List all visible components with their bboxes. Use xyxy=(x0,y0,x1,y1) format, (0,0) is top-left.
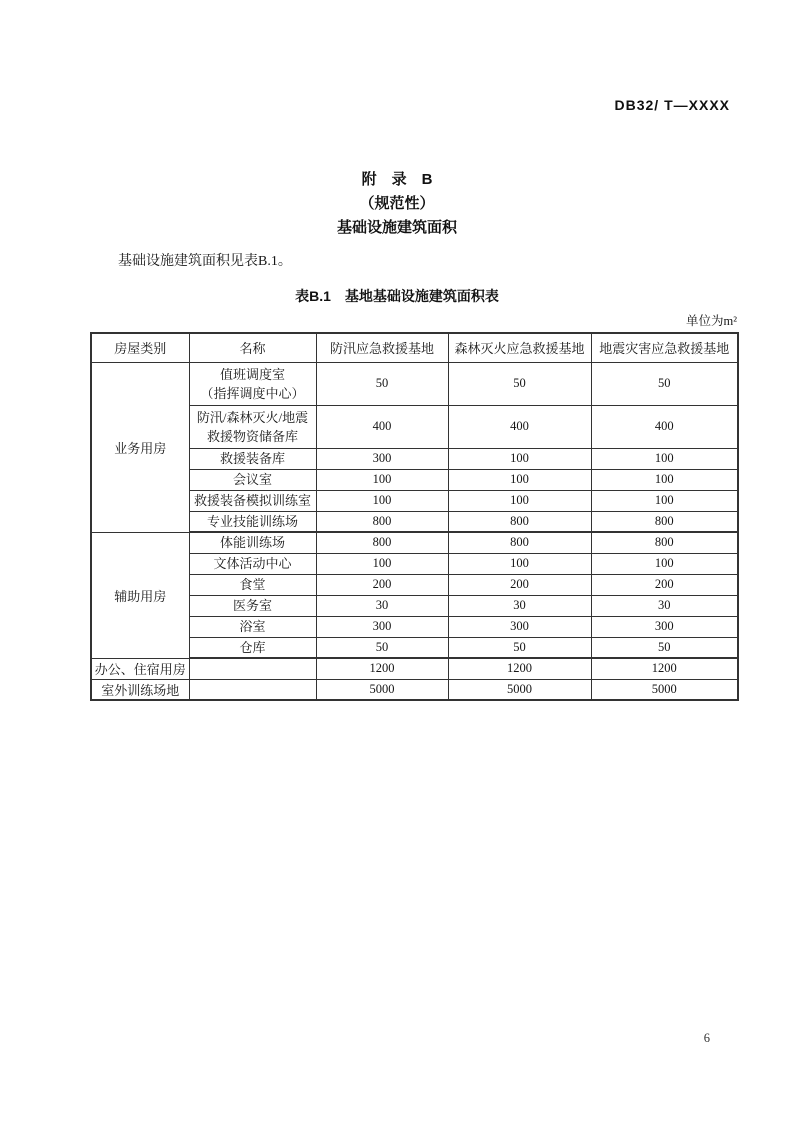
area-value-cell: 100 xyxy=(591,490,738,511)
table-row xyxy=(91,616,738,637)
table-body xyxy=(91,362,738,700)
facility-name-cell xyxy=(189,469,316,490)
area-value-cell: 1200 xyxy=(448,658,591,679)
table-row xyxy=(91,362,738,405)
facility-name-line: 文体活动中心 xyxy=(213,556,292,571)
facility-name-cell xyxy=(189,490,316,511)
facility-name-cell xyxy=(189,574,316,595)
facility-name-line: 浴室 xyxy=(239,619,266,634)
area-value-cell: 100 xyxy=(316,490,448,511)
area-value-cell: 800 xyxy=(316,532,448,553)
area-value-cell: 800 xyxy=(448,532,591,553)
facility-name-cell xyxy=(189,362,316,405)
document-code: DB32/ T—XXXX xyxy=(614,97,730,113)
area-value-cell: 5000 xyxy=(316,679,448,700)
area-value-cell: 5000 xyxy=(448,679,591,700)
area-value-cell: 100 xyxy=(448,553,591,574)
page-number: 6 xyxy=(703,1031,710,1045)
table-header-row xyxy=(91,333,738,362)
area-value-cell: 1200 xyxy=(316,658,448,679)
appendix-title-block xyxy=(0,168,794,240)
area-value-cell: 50 xyxy=(448,637,591,658)
area-value-cell: 200 xyxy=(591,574,738,595)
table-row xyxy=(91,511,738,532)
facility-name-line: 食堂 xyxy=(239,577,266,592)
table-row xyxy=(91,490,738,511)
area-value-cell: 100 xyxy=(448,448,591,469)
area-value-cell: 100 xyxy=(591,553,738,574)
area-value-cell: 100 xyxy=(316,553,448,574)
column-header-2: 防汛应急救援基地 xyxy=(316,333,448,362)
area-value-cell: 50 xyxy=(316,637,448,658)
facility-name-cell xyxy=(189,679,316,700)
column-header-4: 地震灾害应急救援基地 xyxy=(591,333,738,362)
facility-name-cell xyxy=(189,405,316,448)
facility-name-line: （指挥调度中心） xyxy=(200,385,305,401)
area-value-cell: 400 xyxy=(316,405,448,448)
table-row xyxy=(91,637,738,658)
area-value-cell: 50 xyxy=(591,362,738,405)
area-value-cell: 200 xyxy=(448,574,591,595)
intro-paragraph: 基础设施建筑面积见表B.1。 xyxy=(118,254,292,269)
table-row xyxy=(91,469,738,490)
area-value-cell: 300 xyxy=(316,448,448,469)
table-row xyxy=(91,658,738,679)
building-area-table xyxy=(90,332,739,701)
area-value-cell: 50 xyxy=(448,362,591,405)
facility-name-line: 防汛/森林灭火/地震 xyxy=(196,409,309,425)
facility-name-cell xyxy=(189,511,316,532)
category-cell: 业务用房 xyxy=(91,362,189,532)
area-value-cell: 800 xyxy=(448,511,591,532)
category-cell: 室外训练场地 xyxy=(91,679,189,700)
facility-name-cell xyxy=(189,553,316,574)
table-caption: 表B.1 基地基础设施建筑面积表 xyxy=(295,288,499,304)
facility-name-cell xyxy=(189,448,316,469)
table-row xyxy=(91,574,738,595)
facility-name-line: 救援物资储备库 xyxy=(206,428,298,444)
area-value-cell: 800 xyxy=(591,511,738,532)
area-value-cell: 100 xyxy=(316,469,448,490)
area-value-cell: 5000 xyxy=(591,679,738,700)
facility-name-line: 会议室 xyxy=(232,472,272,487)
category-cell: 办公、住宿用房 xyxy=(91,658,189,679)
area-value-cell: 300 xyxy=(316,616,448,637)
table-row xyxy=(91,595,738,616)
area-value-cell: 100 xyxy=(448,490,591,511)
table-row xyxy=(91,532,738,553)
facility-name-cell xyxy=(189,616,316,637)
facility-name-line: 医务室 xyxy=(232,598,272,613)
area-value-cell: 100 xyxy=(448,469,591,490)
facility-name-line: 体能训练场 xyxy=(219,535,285,551)
appendix-title: 附 录 B xyxy=(361,171,433,188)
area-value-cell: 1200 xyxy=(591,658,738,679)
table-row xyxy=(91,448,738,469)
facility-name-line: 救援装备模拟训练室 xyxy=(193,493,311,508)
column-header-1: 名称 xyxy=(189,333,316,362)
facility-name-cell xyxy=(189,532,316,553)
facility-name-line: 值班调度室 xyxy=(219,366,285,382)
area-value-cell: 800 xyxy=(591,532,738,553)
facility-name-line: 救援装备库 xyxy=(219,451,285,466)
facility-name-cell xyxy=(189,595,316,616)
area-value-cell: 30 xyxy=(448,595,591,616)
facility-name-line: 仓库 xyxy=(239,639,266,655)
facility-name-cell xyxy=(189,637,316,658)
area-value-cell: 100 xyxy=(591,448,738,469)
appendix-heading: 基础设施建筑面积 xyxy=(336,219,457,236)
table-row xyxy=(91,405,738,448)
area-value-cell: 800 xyxy=(316,511,448,532)
area-value-cell: 300 xyxy=(591,616,738,637)
area-value-cell: 400 xyxy=(448,405,591,448)
area-value-cell: 30 xyxy=(316,595,448,616)
column-header-0: 房屋类别 xyxy=(91,333,189,362)
column-header-3: 森林灭火应急救援基地 xyxy=(448,333,591,362)
unit-note: 单位为m² xyxy=(686,314,737,328)
appendix-subtitle: （规范性） xyxy=(359,195,435,212)
area-value-cell: 200 xyxy=(316,574,448,595)
facility-name-cell xyxy=(189,658,316,679)
area-value-cell: 50 xyxy=(316,362,448,405)
facility-name-line: 专业技能训练场 xyxy=(206,513,298,529)
table-row xyxy=(91,553,738,574)
area-value-cell: 50 xyxy=(591,637,738,658)
area-value-cell: 400 xyxy=(591,405,738,448)
category-cell: 辅助用房 xyxy=(91,532,189,658)
table-row xyxy=(91,679,738,700)
area-value-cell: 300 xyxy=(448,616,591,637)
area-value-cell: 30 xyxy=(591,595,738,616)
area-value-cell: 100 xyxy=(591,469,738,490)
